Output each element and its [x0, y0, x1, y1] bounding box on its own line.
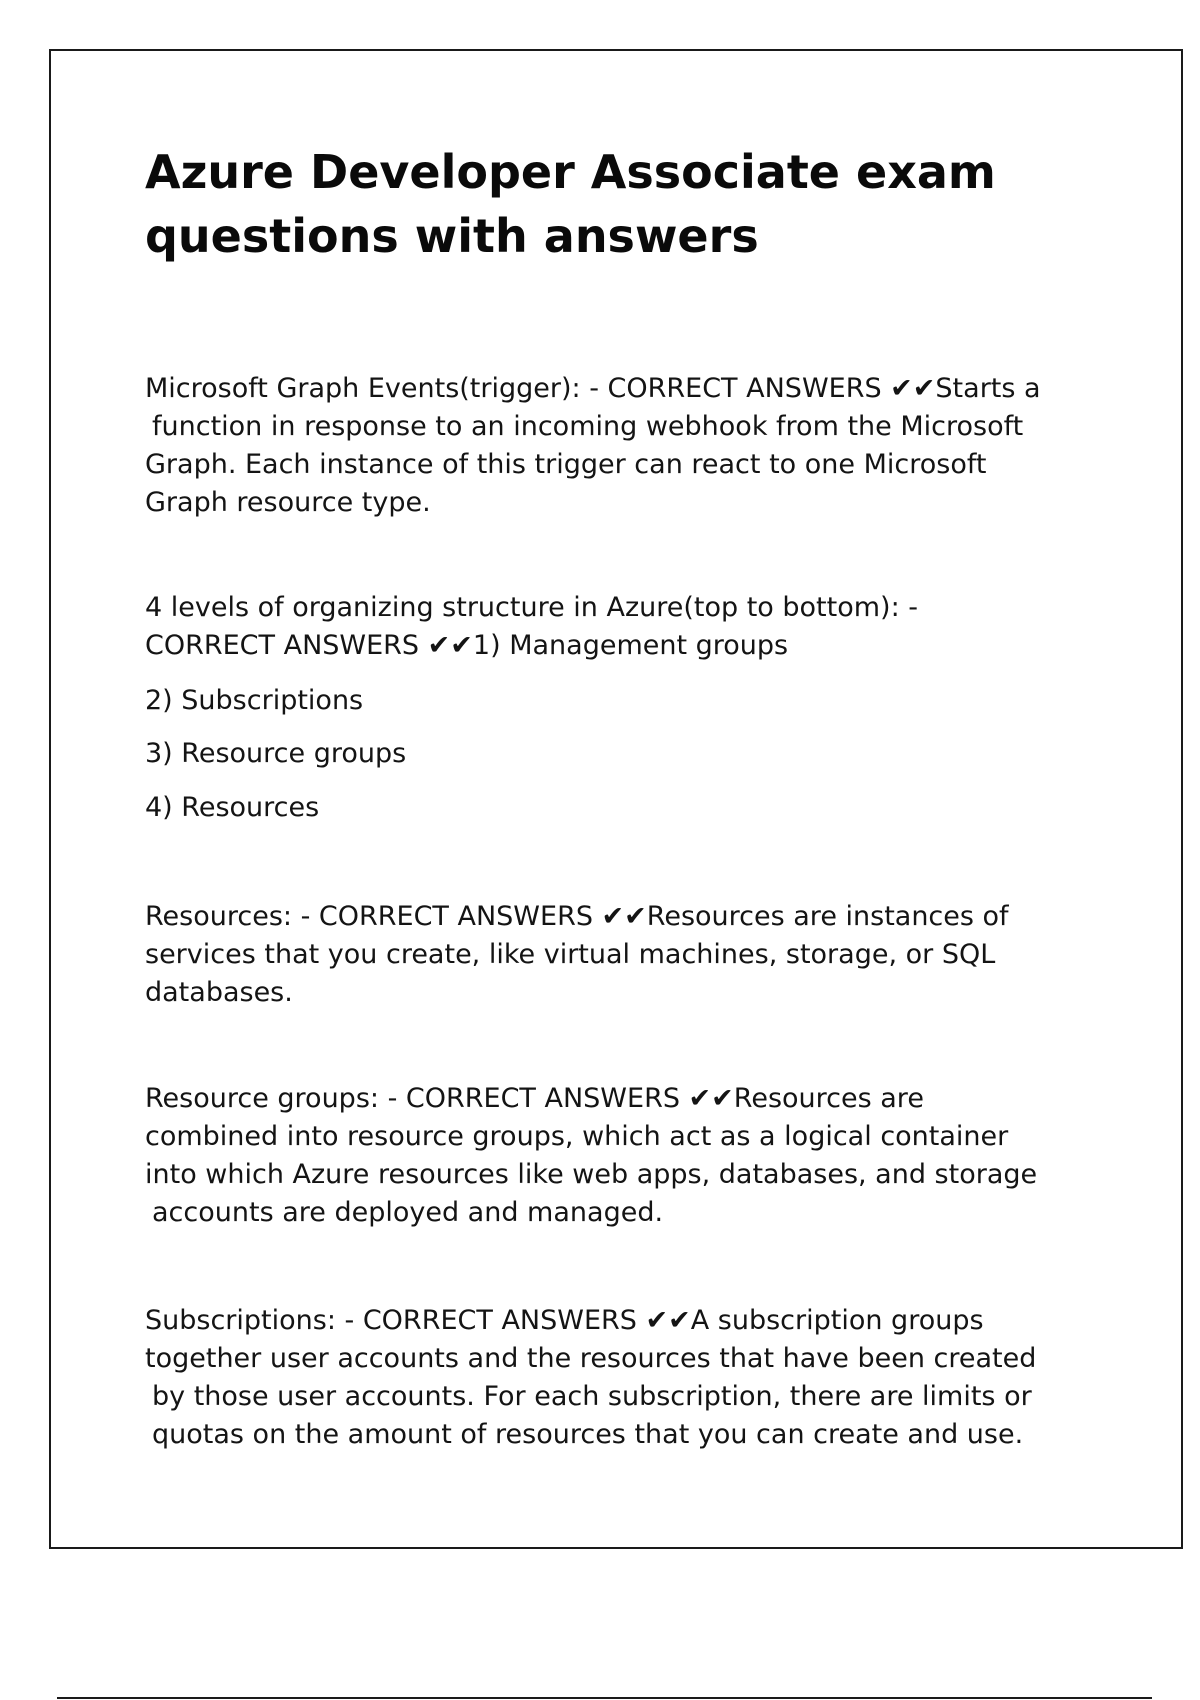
document-title [145, 140, 1075, 268]
qa-text-line: combined into resource groups, which act as a logical container [145, 1121, 1009, 1152]
qa-item-organizing-structure [145, 589, 1095, 665]
document-title-line: questions with answers [145, 209, 759, 263]
qa-list-item: 2) Subscriptions [145, 685, 364, 716]
qa-list-item: 3) Resource groups [145, 738, 407, 769]
qa-text-line: Graph resource type. [145, 487, 431, 518]
qa-text-line: Resources: - CORRECT ANSWERS ✔✔Resources are instances of [145, 901, 1009, 932]
document-title-line: Azure Developer Associate exam [145, 145, 996, 199]
qa-item-resource-groups [145, 1080, 1095, 1232]
qa-list-item: 4) Resources [145, 792, 320, 823]
qa-text-line: together user accounts and the resources that have been created [145, 1343, 1037, 1374]
qa-text-line: services that you create, like virtual machines, storage, or SQL [145, 939, 996, 970]
qa-text-line: Resource groups: - CORRECT ANSWERS ✔✔Resources are [145, 1083, 924, 1114]
qa-text-line: databases. [145, 977, 293, 1008]
qa-text-line: accounts are deployed and managed. [152, 1197, 664, 1228]
qa-text-line: quotas on the amount of resources that you can create and use. [152, 1419, 1024, 1450]
qa-text-line: into which Azure resources like web apps, databases, and storage [145, 1159, 1038, 1190]
qa-text-line: 4 levels of organizing structure in Azure(top to bottom): - [145, 592, 919, 623]
qa-item-subscriptions [145, 1302, 1095, 1454]
qa-text-line: by those user accounts. For each subscription, there are limits or [152, 1381, 1032, 1412]
qa-text-line: Graph. Each instance of this trigger can react to one Microsoft [145, 449, 987, 480]
qa-text-line: Microsoft Graph Events(trigger): - CORRECT ANSWERS ✔✔Starts a [145, 373, 1041, 404]
footer-divider [57, 1697, 1152, 1699]
qa-text-line: Subscriptions: - CORRECT ANSWERS ✔✔A subscription groups [145, 1305, 984, 1336]
qa-item-microsoft-graph-events [145, 370, 1095, 522]
qa-item-resources [145, 898, 1095, 1012]
qa-text-line: function in response to an incoming webhook from the Microsoft [152, 411, 1024, 442]
qa-text-line: CORRECT ANSWERS ✔✔1) Management groups [145, 630, 789, 661]
